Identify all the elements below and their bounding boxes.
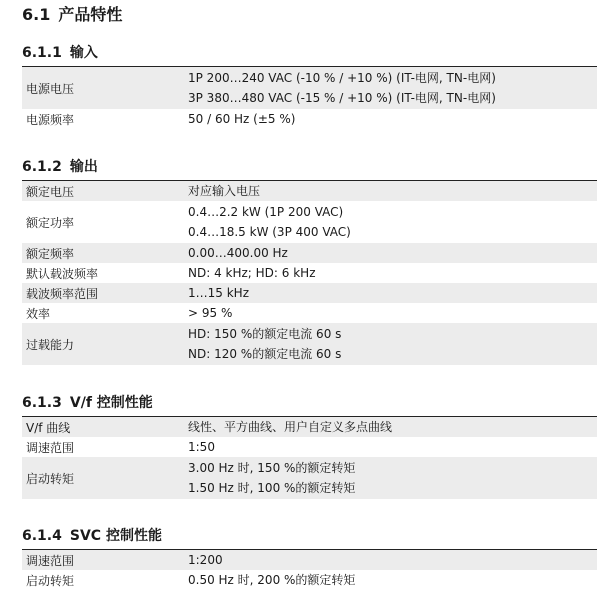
row-values (188, 457, 597, 499)
subsection-heading (22, 44, 98, 62)
section-title: 产品特性 (58, 5, 123, 24)
row-label: 载波频率范围 (26, 286, 99, 301)
row-label: 默认载波频率 (26, 266, 99, 281)
row-label: 额定频率 (26, 246, 75, 261)
row-values (188, 283, 597, 303)
row-label: 启动转矩 (26, 471, 75, 486)
row-value: 0.4…2.2 kW (1P 200 VAC) (188, 205, 344, 219)
row-value: 3.00 Hz 时, 150 %的额定转矩 (188, 461, 356, 475)
table-row (22, 243, 597, 263)
row-value: 线性、平方曲线、用户自定义多点曲线 (188, 420, 393, 434)
row-label: 启动转矩 (26, 573, 75, 588)
row-values (188, 201, 597, 243)
row-value: 3P 380…480 VAC (-15 % / +10 %) (IT-电网, TN-电网) (188, 91, 496, 105)
table-row (22, 437, 597, 457)
spec-table (22, 180, 597, 365)
row-value: ND: 4 kHz; HD: 6 kHz (188, 266, 316, 280)
row-label: 额定电压 (26, 184, 75, 199)
row-values (188, 109, 597, 129)
spec-table (22, 66, 597, 129)
row-values (188, 243, 597, 263)
row-value: 50 / 60 Hz (±5 %) (188, 112, 296, 126)
row-values (188, 417, 597, 437)
row-value: 对应输入电压 (188, 184, 261, 198)
subsection-heading (22, 394, 153, 412)
table-row (22, 283, 597, 303)
row-label: 过载能力 (26, 337, 75, 352)
subsection-title: 输出 (69, 159, 98, 175)
table-row (22, 109, 597, 129)
section-heading (22, 5, 122, 25)
row-label: 电源电压 (26, 81, 75, 96)
row-values (188, 323, 597, 365)
row-values (188, 550, 597, 570)
subsection-number: 6.1.3 (22, 395, 62, 411)
subsection-number: 6.1.2 (22, 159, 62, 175)
row-value: 1…15 kHz (188, 286, 249, 300)
table-row (22, 457, 597, 499)
row-label: 额定功率 (26, 215, 75, 230)
row-label: V/f 曲线 (26, 420, 71, 435)
row-value: HD: 150 %的额定电流 60 s (188, 327, 342, 341)
row-value: 0.50 Hz 时, 200 %的额定转矩 (188, 573, 356, 587)
table-row (22, 570, 597, 590)
row-label: 调速范围 (26, 440, 75, 455)
subsection-heading (22, 158, 98, 176)
spec-table (22, 416, 597, 499)
subsection-heading (22, 527, 162, 545)
table-row (22, 417, 597, 437)
subsection-title: SVC 控制性能 (69, 528, 162, 544)
table-row (22, 181, 597, 201)
row-value: > 95 % (188, 306, 233, 320)
table-row (22, 550, 597, 570)
row-value: 1P 200…240 VAC (-10 % / +10 %) (IT-电网, TN-电网) (188, 71, 496, 85)
subsection-title: 输入 (69, 45, 98, 61)
row-value: ND: 120 %的额定电流 60 s (188, 347, 342, 361)
subsection-number: 6.1.1 (22, 45, 62, 61)
row-value: 1:200 (188, 553, 223, 567)
row-value: 1:50 (188, 440, 215, 454)
row-value: 0.00…400.00 Hz (188, 246, 288, 260)
table-row (22, 323, 597, 365)
row-values (188, 263, 597, 283)
row-values (188, 181, 597, 201)
row-label: 调速范围 (26, 553, 75, 568)
subsection-title: V/f 控制性能 (69, 395, 153, 411)
table-row (22, 263, 597, 283)
table-row (22, 67, 597, 109)
row-values (188, 303, 597, 323)
table-row (22, 201, 597, 243)
row-value: 0.4…18.5 kW (3P 400 VAC) (188, 225, 351, 239)
spec-table (22, 549, 597, 590)
row-value: 1.50 Hz 时, 100 %的额定转矩 (188, 481, 356, 495)
row-values (188, 570, 597, 590)
row-values (188, 67, 597, 109)
row-label: 电源频率 (26, 112, 75, 127)
subsection-number: 6.1.4 (22, 528, 62, 544)
table-row (22, 303, 597, 323)
row-values (188, 437, 597, 457)
row-label: 效率 (26, 306, 51, 321)
section-number: 6.1 (22, 5, 51, 24)
